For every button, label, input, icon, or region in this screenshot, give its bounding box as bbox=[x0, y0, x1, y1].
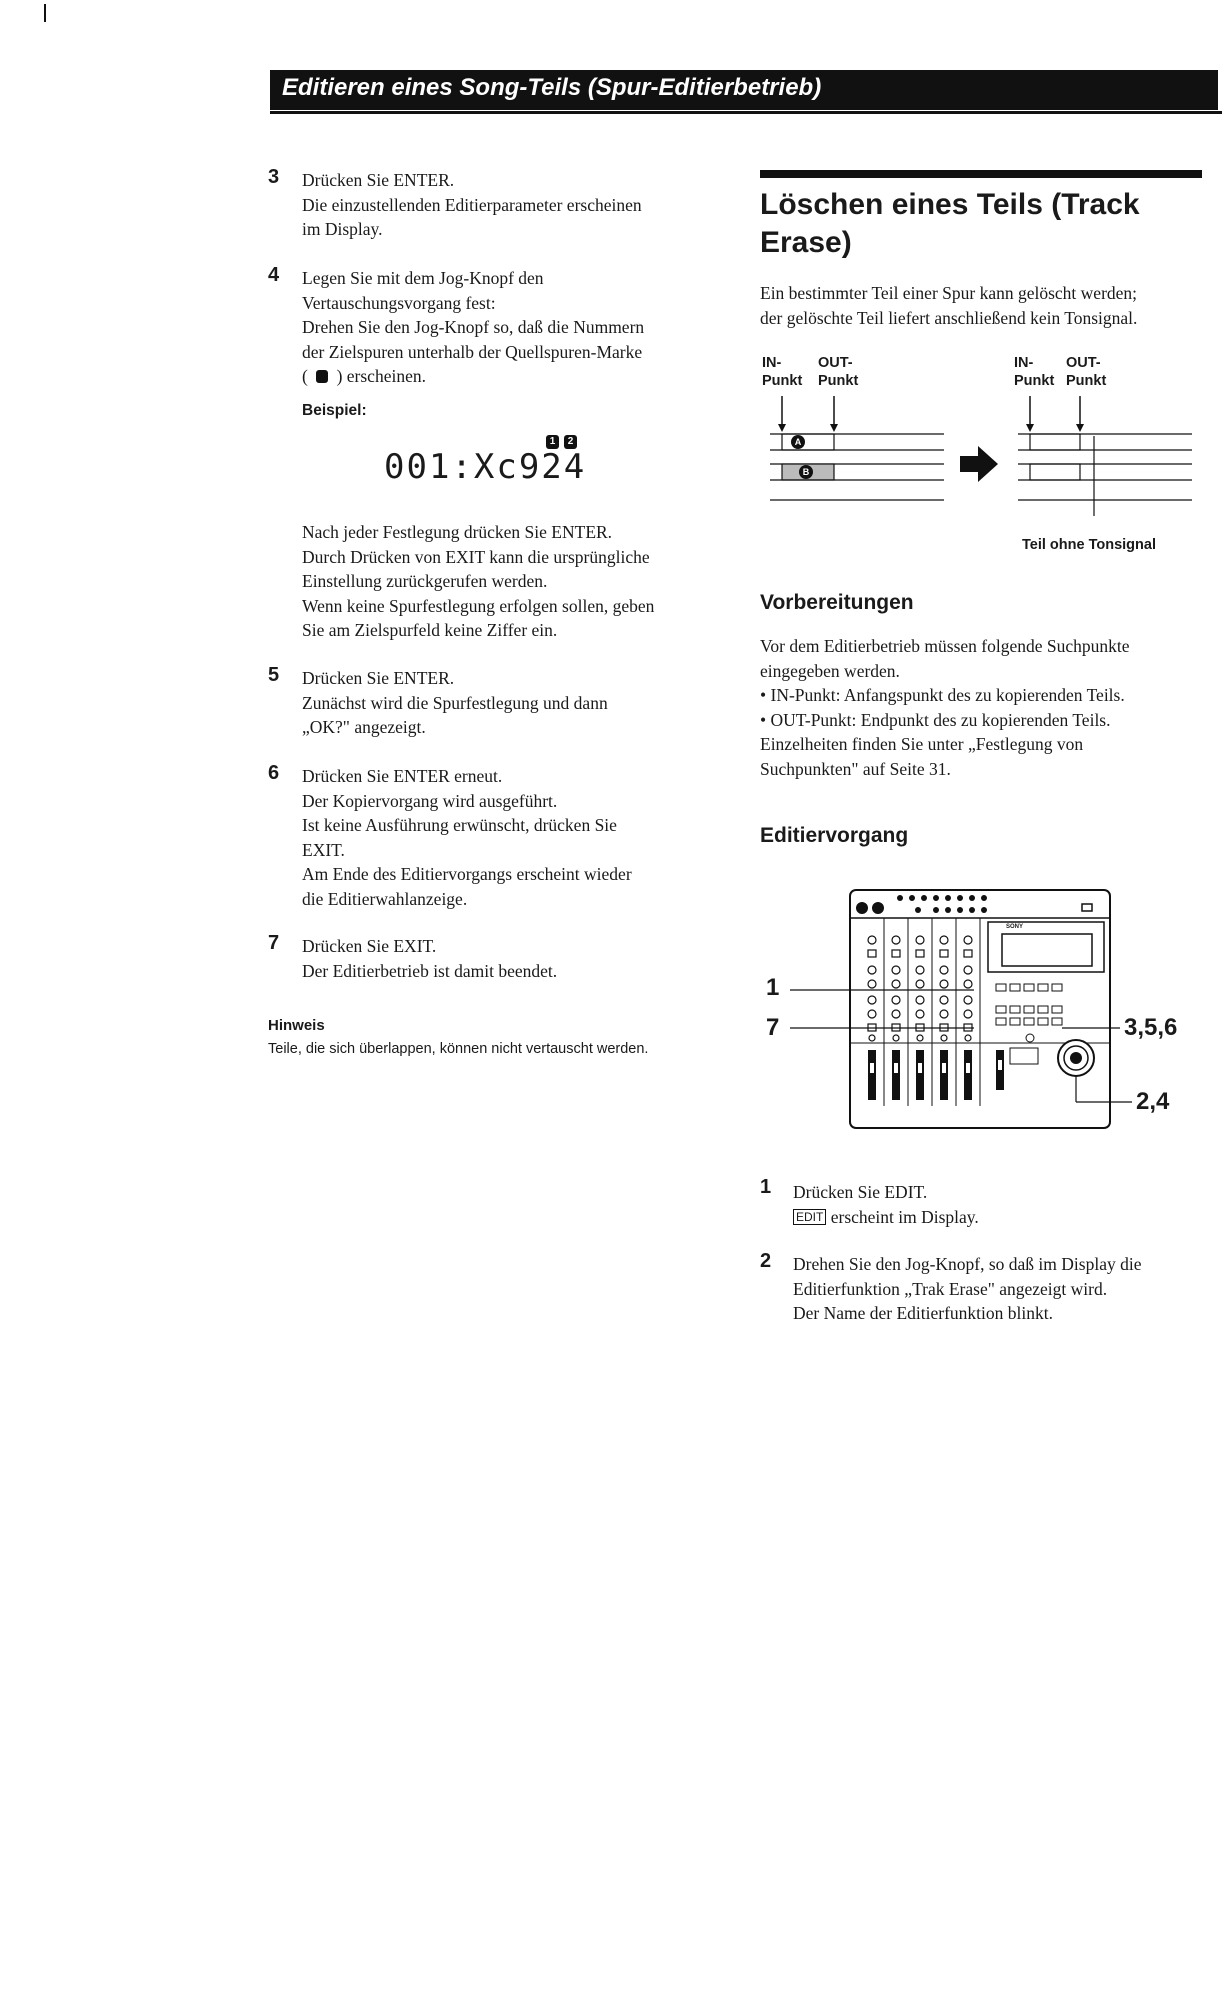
diagram-caption: Teil ohne Tonsignal bbox=[1022, 537, 1156, 553]
hinweis-title: Hinweis bbox=[268, 1017, 325, 1034]
step-5-number: 5 bbox=[268, 664, 280, 686]
vorbereitungen-text: Vor dem Editierbetrieb müssen folgende Suchpunkte eingegeben werden. • IN-Punkt: Anfangspunkt des zu kopierenden Teils. • OUT-Punkt: Endpunkt des zu kopierenden Teils. Einzelheiten finden Sie unter „Festlegung von Suchpunkten" auf Seite 31. bbox=[760, 636, 1130, 779]
track-mark-2-icon: 2 bbox=[564, 435, 577, 449]
page-title: Editieren eines Song-Teils (Spur-Editierbetrieb) bbox=[282, 74, 822, 101]
beispiel-label: Beispiel: bbox=[302, 402, 367, 419]
step-7-number: 7 bbox=[268, 932, 280, 954]
hinweis-text: Teile, die sich überlappen, können nicht vertauscht werden. bbox=[268, 1041, 649, 1057]
in-point-label-1: IN- Punkt bbox=[762, 355, 803, 389]
section-intro: Ein bestimmter Teil einer Spur kann gelöscht werden; der gelöschte Teil liefert anschließend kein Tonsignal. bbox=[760, 283, 1138, 328]
device-brand-label: SONY bbox=[1006, 924, 1024, 930]
header-rule bbox=[270, 111, 1222, 114]
section-title: Löschen eines Teils (Track Erase) bbox=[760, 188, 1140, 259]
step-3-number: 3 bbox=[268, 166, 280, 188]
callout-1: 1 bbox=[766, 974, 780, 1001]
out-point-label-1: OUT- Punkt bbox=[818, 355, 859, 389]
callout-3-5-6: 3,5,6 bbox=[1124, 1014, 1178, 1041]
step-4-text: Legen Sie mit dem Jog-Knopf den Vertauschungsvorgang fest: Drehen Sie den Jog-Knopf so, daß die Nummern der Zielspuren unterhalb der Quellspuren-Marke ( ) erscheinen. bbox=[302, 268, 645, 386]
mixer-drawing bbox=[760, 888, 1200, 1138]
in-point-label-2: IN- Punkt bbox=[1014, 355, 1055, 389]
right-step-2-number: 2 bbox=[760, 1250, 772, 1272]
display-example bbox=[384, 433, 594, 489]
margin-mark bbox=[44, 4, 46, 22]
track-b-marker-icon: B bbox=[802, 467, 810, 477]
step-7-text: Drücken Sie EXIT. Der Editierbetrieb ist damit beendet. bbox=[302, 936, 558, 981]
step-5-text: Drücken Sie ENTER. Zunächst wird die Spurfestlegung und dann „OK?" angezeigt. bbox=[302, 668, 608, 737]
edit-indicator-box: EDIT bbox=[793, 1209, 826, 1225]
vorbereitungen-title: Vorbereitungen bbox=[760, 591, 914, 614]
track-erase-diagram bbox=[760, 352, 1200, 562]
source-track-marker-icon bbox=[316, 370, 328, 383]
right-step-1-text: Drücken Sie EDIT. EDIT erscheint im Display. bbox=[793, 1182, 979, 1227]
callout-7: 7 bbox=[766, 1014, 780, 1041]
out-point-label-2: OUT- Punkt bbox=[1066, 355, 1107, 389]
display-readout: 001:Xc924 bbox=[384, 447, 587, 487]
step-6-number: 6 bbox=[268, 762, 280, 784]
right-step-2-text: Drehen Sie den Jog-Knopf, so daß im Display die Editierfunktion „Trak Erase" angezeigt wird. Der Name der Editierfunktion blinkt. bbox=[793, 1254, 1142, 1323]
after-step-text: Nach jeder Festlegung drücken Sie ENTER. Durch Drücken von EXIT kann die ursprüngliche Einstellung zurückgerufen werden. Wenn keine Spurfestlegung erfolgen sollen, geben Sie am Zielspurfeld keine Ziffer ein. bbox=[302, 522, 655, 640]
step-4-number: 4 bbox=[268, 264, 280, 286]
step-6-text: Drücken Sie ENTER erneut. Der Kopiervorgang wird ausgeführt. Ist keine Ausführung erwünscht, drücken Sie EXIT. Am Ende des Editiervorgangs erscheint wieder die Editierwahlanzeige. bbox=[302, 766, 632, 909]
track-mark-1-icon: 1 bbox=[546, 435, 559, 449]
editiervorgang-title: Editiervorgang bbox=[760, 824, 909, 847]
step-3-text: Drücken Sie ENTER. Die einzustellenden Editierparameter erscheinen im Display. bbox=[302, 170, 642, 239]
device-illustration bbox=[760, 888, 1200, 1138]
right-step-1-number: 1 bbox=[760, 1176, 772, 1198]
track-a-marker-icon: A bbox=[794, 437, 802, 447]
section-rule bbox=[760, 170, 1202, 178]
callout-2-4: 2,4 bbox=[1136, 1088, 1170, 1115]
